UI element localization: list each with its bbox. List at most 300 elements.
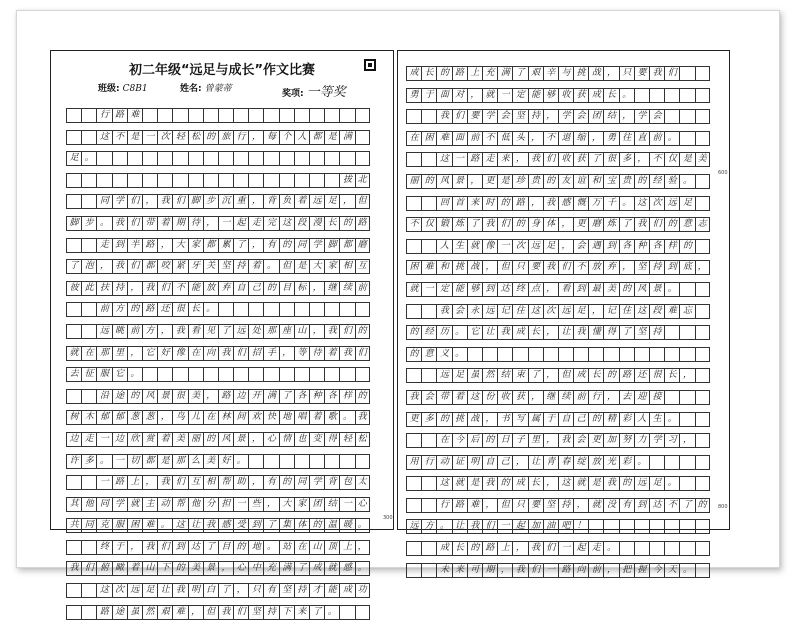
grid-cell <box>188 174 203 187</box>
grid-cell: ， <box>203 217 218 230</box>
qr-code-icon <box>364 59 376 71</box>
grid-cell: ， <box>679 434 694 447</box>
grid-cell: 体 <box>294 519 309 532</box>
grid-cell: 成 <box>573 369 588 382</box>
grid-cell <box>573 348 588 361</box>
grid-cell: 一 <box>233 498 248 511</box>
grid-cell: 。 <box>157 519 172 532</box>
grid-cell: 林 <box>218 411 233 424</box>
grid-cell: ， <box>248 131 263 144</box>
grid-cell: 路 <box>467 153 482 166</box>
grid-cell: 努 <box>619 434 634 447</box>
grid-cell: 能 <box>324 584 339 597</box>
grid-cell: 有 <box>263 584 278 597</box>
grid-cell <box>355 109 370 122</box>
grid-cell <box>406 542 421 555</box>
grid-cell <box>263 152 278 165</box>
grid-cell: 持 <box>233 260 248 273</box>
grid-cell: 生 <box>649 413 664 426</box>
grid-cell: ， <box>482 413 497 426</box>
grid-cell: 这 <box>634 305 649 318</box>
grid-cell <box>66 541 81 554</box>
grid-cell: 是 <box>127 131 142 144</box>
grid-cell <box>339 152 354 165</box>
grid-cell: ， <box>588 305 603 318</box>
grid-cell: 集 <box>279 519 294 532</box>
grid-cell: 得 <box>603 326 618 339</box>
grid-cell <box>279 152 294 165</box>
grid-cell: ， <box>558 218 573 231</box>
grid-cell: ， <box>497 564 512 577</box>
grid-cell <box>324 174 339 187</box>
grid-cell: 长 <box>528 477 543 490</box>
grid-cell: 青 <box>543 456 558 469</box>
grid-cell <box>679 110 694 123</box>
grid-cell <box>588 348 603 361</box>
grid-cell: 们 <box>157 282 172 295</box>
grid-cell <box>695 369 710 382</box>
grid-cell: 景 <box>157 390 172 403</box>
grid-cell: 我 <box>482 218 497 231</box>
grid-cell <box>96 174 111 187</box>
grid-cell <box>294 455 309 468</box>
grid-cell: 一 <box>421 283 436 296</box>
grid-cell: 一 <box>558 542 573 555</box>
grid-cell: 次 <box>112 584 127 597</box>
grid-cell <box>679 391 694 404</box>
grid-cell: 像 <box>172 347 187 360</box>
grid-cell: 到 <box>573 283 588 296</box>
grid-cell: 走 <box>248 217 263 230</box>
name-field <box>180 81 232 94</box>
grid-cell <box>421 564 436 577</box>
grid-cell: 我 <box>112 217 127 230</box>
grid-cell: ， <box>248 433 263 446</box>
grid-cell <box>664 110 679 123</box>
grid-cell: 战 <box>588 67 603 80</box>
grid-cell: 足 <box>649 477 664 490</box>
grid-cell: 各 <box>294 390 309 403</box>
grid-row <box>406 368 710 383</box>
grid-cell: 么 <box>188 455 203 468</box>
grid-cell: 等 <box>294 347 309 360</box>
grid-cell: 成 <box>406 67 421 80</box>
grid-cell: ， <box>127 282 142 295</box>
grid-cell: 远 <box>558 305 573 318</box>
grid-cell: 我 <box>603 477 618 490</box>
grid-cell: 没 <box>603 499 618 512</box>
grid-cell: 和 <box>436 261 451 274</box>
grid-cell: 。 <box>96 455 111 468</box>
grid-cell: 的 <box>436 413 451 426</box>
grid-cell: 们 <box>339 325 354 338</box>
grid-cell <box>66 390 81 403</box>
grid-cell: 丽 <box>188 433 203 446</box>
grid-cell: 难 <box>467 499 482 512</box>
grid-cell: 住 <box>619 305 634 318</box>
grid-cell <box>309 174 324 187</box>
grid-cell: 能 <box>452 283 467 296</box>
grid-cell <box>309 368 324 381</box>
grid-cell <box>421 369 436 382</box>
grid-cell: 心 <box>263 433 278 446</box>
grid-cell: 困 <box>406 261 421 274</box>
grid-cell: 就 <box>324 562 339 575</box>
grid-cell: 前 <box>573 391 588 404</box>
grid-cell: 切 <box>127 455 142 468</box>
grid-cell <box>248 303 263 316</box>
grid-cell: 轻 <box>339 433 354 446</box>
grid-cell: 彩 <box>619 413 634 426</box>
grid-cell: 天 <box>664 564 679 577</box>
grid-cell: 完 <box>263 217 278 230</box>
grid-cell <box>406 369 421 382</box>
class-value: C8B1 <box>122 84 148 94</box>
grid-cell: 与 <box>558 67 573 80</box>
grid-cell: 人 <box>436 240 451 253</box>
grid-cell: 。 <box>664 477 679 490</box>
grid-cell: 。 <box>324 606 339 619</box>
grid-cell: 光 <box>603 456 618 469</box>
grid-cell: 美 <box>188 562 203 575</box>
grid-cell: 的 <box>203 433 218 446</box>
grid-cell: 我 <box>543 197 558 210</box>
grid-cell: 些 <box>248 498 263 511</box>
grid-cell: 温 <box>324 519 339 532</box>
grid-cell: 足 <box>66 152 81 165</box>
grid-cell: 。 <box>452 326 467 339</box>
grid-cell: 服 <box>112 519 127 532</box>
grid-cell <box>649 348 664 361</box>
grid-cell <box>603 348 618 361</box>
grid-cell <box>649 456 664 469</box>
grid-cell: 只 <box>512 499 527 512</box>
grid-cell: 的 <box>512 218 527 231</box>
grid-cell <box>188 368 203 381</box>
grid-cell: ， <box>127 541 142 554</box>
grid-cell: ， <box>482 261 497 274</box>
grid-cell <box>695 520 710 533</box>
grid-cell <box>339 368 354 381</box>
grid-cell: ， <box>543 326 558 339</box>
grid-cell: ， <box>218 562 233 575</box>
grid-row <box>406 88 710 103</box>
grid-cell: 边 <box>112 433 127 446</box>
grid-cell: 足 <box>452 369 467 382</box>
grid-cell: 达 <box>497 283 512 296</box>
grid-cell: 了 <box>263 519 278 532</box>
grid-cell: 景 <box>203 562 218 575</box>
grid-cell: 上 <box>497 542 512 555</box>
grid-cell: 学 <box>558 110 573 123</box>
grid-cell: 底 <box>679 261 694 274</box>
grid-cell: 路 <box>355 217 370 230</box>
grid-cell: 标 <box>294 282 309 295</box>
grid-cell: 。 <box>263 541 278 554</box>
grid-cell: 来 <box>294 606 309 619</box>
grid-cell: 各 <box>619 240 634 253</box>
grid-cell: 头 <box>512 132 527 145</box>
grid-cell: 走 <box>96 239 111 252</box>
grid-cell: 的 <box>406 348 421 361</box>
grid-cell: 挑 <box>452 413 467 426</box>
grid-row <box>406 476 710 491</box>
grid-cell: 证 <box>452 456 467 469</box>
grid-cell: 放 <box>203 282 218 295</box>
grid-cell: 达 <box>649 499 664 512</box>
grid-cell: 后 <box>467 434 482 447</box>
grid-cell: 分 <box>203 498 218 511</box>
grid-cell <box>142 152 157 165</box>
grid-row <box>66 194 370 209</box>
grid-cell: 边 <box>233 390 248 403</box>
grid-cell: 上 <box>339 541 354 554</box>
grid-cell <box>248 109 263 122</box>
grid-cell: 但 <box>203 606 218 619</box>
grid-cell: 好 <box>157 347 172 360</box>
grid-cell: 了 <box>233 239 248 252</box>
grid-cell <box>695 283 710 296</box>
grid-cell: 里 <box>112 347 127 360</box>
grid-cell: 开 <box>248 390 263 403</box>
grid-cell: 面 <box>436 89 451 102</box>
grid-cell: 今 <box>452 434 467 447</box>
grid-cell: 旅 <box>218 131 233 144</box>
grid-cell: 木 <box>81 411 96 424</box>
grid-cell: 都 <box>203 239 218 252</box>
grid-cell: 。 <box>127 368 142 381</box>
grid-cell: 了 <box>619 218 634 231</box>
grid-cell: 我 <box>157 195 172 208</box>
grid-cell: 负 <box>279 195 294 208</box>
grid-cell <box>558 348 573 361</box>
grid-cell: ， <box>96 260 111 273</box>
grid-cell: 学 <box>649 434 664 447</box>
grid-cell: 前 <box>588 564 603 577</box>
grid-cell: 然 <box>482 369 497 382</box>
grid-cell: 收 <box>497 391 512 404</box>
grid-cell: 拔 <box>339 174 354 187</box>
grid-cell: 边 <box>66 433 81 446</box>
grid-cell <box>66 239 81 252</box>
grid-cell: 待 <box>188 217 203 230</box>
grid-cell <box>421 153 436 166</box>
grid-cell <box>233 368 248 381</box>
grid-cell: 难 <box>421 261 436 274</box>
grid-cell: 段 <box>649 305 664 318</box>
grid-cell <box>482 348 497 361</box>
grid-cell: 。 <box>355 519 370 532</box>
grid-cell: 远 <box>96 325 111 338</box>
grid-cell: 远 <box>664 197 679 210</box>
grid-cell: 还 <box>157 303 172 316</box>
grid-cell <box>81 174 96 187</box>
grid-cell: 获 <box>512 391 527 404</box>
grid-cell: 大 <box>172 239 187 252</box>
grid-cell: 白 <box>203 584 218 597</box>
grid-cell: 起 <box>512 520 527 533</box>
grid-cell: 。 <box>634 456 649 469</box>
grid-cell <box>279 368 294 381</box>
grid-cell: 获 <box>573 89 588 102</box>
grid-cell: 但 <box>497 261 512 274</box>
grid-cell <box>421 305 436 318</box>
grid-cell: 都 <box>142 260 157 273</box>
grid-cell: 们 <box>157 541 172 554</box>
grid-cell: 的 <box>263 282 278 295</box>
grid-cell <box>218 368 233 381</box>
grid-cell: 着 <box>324 347 339 360</box>
grid-cell: 往 <box>619 132 634 145</box>
grid-cell: 会 <box>452 305 467 318</box>
grid-cell <box>324 109 339 122</box>
grid-cell: 各 <box>324 390 339 403</box>
grid-cell: 战 <box>467 413 482 426</box>
grid-cell <box>203 109 218 122</box>
grid-cell: 学 <box>112 195 127 208</box>
grid-cell: 互 <box>188 476 203 489</box>
grid-cell: 风 <box>634 283 649 296</box>
grid-cell: 慨 <box>573 197 588 210</box>
grid-cell <box>421 197 436 210</box>
grid-cell: 但 <box>558 369 573 382</box>
grid-cell: ， <box>543 110 558 123</box>
grid-cell: 在 <box>436 434 451 447</box>
grid-cell: 去 <box>66 368 81 381</box>
grid-row <box>66 410 370 425</box>
grid-cell: 路 <box>218 390 233 403</box>
grid-cell: 向 <box>203 347 218 360</box>
grid-cell: 唱 <box>294 411 309 424</box>
grid-cell: 写 <box>512 413 527 426</box>
grid-cell <box>634 348 649 361</box>
grid-cell <box>695 348 710 361</box>
grid-cell: 树 <box>66 411 81 424</box>
grid-cell: 方 <box>112 303 127 316</box>
grid-cell <box>406 499 421 512</box>
grid-cell: ， <box>558 240 573 253</box>
grid-cell: 到 <box>112 239 127 252</box>
grid-cell: 意 <box>421 348 436 361</box>
grid-cell: 吧 <box>558 520 573 533</box>
grid-row <box>66 324 370 339</box>
grid-cell <box>263 109 278 122</box>
grid-cell: 到 <box>664 261 679 274</box>
grid-cell: 儿 <box>188 411 203 424</box>
grid-cell: 待 <box>309 347 324 360</box>
grid-cell: 。 <box>233 455 248 468</box>
grid-cell <box>406 153 421 166</box>
grid-cell: 足 <box>543 240 558 253</box>
grid-cell: 加 <box>603 434 618 447</box>
grid-cell <box>203 152 218 165</box>
grid-cell <box>248 174 263 187</box>
grid-cell: 会 <box>497 110 512 123</box>
grid-cell: ， <box>142 195 157 208</box>
grid-cell: 前 <box>96 303 111 316</box>
grid-cell: 足 <box>573 305 588 318</box>
grid-cell: 好 <box>218 455 233 468</box>
grid-cell: 起 <box>573 542 588 555</box>
grid-cell: 它 <box>112 368 127 381</box>
grid-cell <box>664 348 679 361</box>
grid-cell: 我 <box>558 434 573 447</box>
grid-cell: 一 <box>497 520 512 533</box>
grid-cell: 的 <box>619 477 634 490</box>
word-count-mark-600: 600 <box>718 170 728 176</box>
grid-cell: 会 <box>573 240 588 253</box>
grid-cell: 成 <box>512 326 527 339</box>
grid-cell: 退 <box>558 132 573 145</box>
grid-cell <box>634 520 649 533</box>
grid-cell: 遇 <box>588 240 603 253</box>
grid-cell: 的 <box>634 175 649 188</box>
grid-cell: 是 <box>497 175 512 188</box>
grid-row <box>406 66 710 81</box>
grid-cell <box>294 368 309 381</box>
grid-cell <box>294 303 309 316</box>
grid-cell: ， <box>588 132 603 145</box>
award-value: 一等奖 <box>306 85 346 100</box>
grid-cell: 把 <box>619 564 634 577</box>
grid-cell: 了 <box>528 369 543 382</box>
grid-cell: 像 <box>482 240 497 253</box>
grid-cell: 够 <box>467 283 482 296</box>
grid-cell: 油 <box>543 520 558 533</box>
grid-cell: 这 <box>96 584 111 597</box>
grid-cell: 重 <box>233 195 248 208</box>
grid-cell: 背 <box>324 476 339 489</box>
grid-cell: 大 <box>309 260 324 273</box>
grid-cell <box>695 110 710 123</box>
grid-cell: 前 <box>467 132 482 145</box>
grid-cell: 最 <box>588 283 603 296</box>
grid-cell: 了 <box>679 499 694 512</box>
grid-row <box>66 497 370 512</box>
grid-cell: 长 <box>664 369 679 382</box>
grid-cell <box>467 348 482 361</box>
grid-cell <box>309 455 324 468</box>
grid-cell: 验 <box>664 175 679 188</box>
grid-cell: 到 <box>172 541 187 554</box>
grid-cell: 点 <box>528 283 543 296</box>
grid-cell: 的 <box>355 390 370 403</box>
grid-cell: 难 <box>127 109 142 122</box>
grid-cell: 的 <box>467 542 482 555</box>
grid-cell <box>355 606 370 619</box>
grid-cell: 在 <box>406 132 421 145</box>
grid-cell: 续 <box>339 282 354 295</box>
grid-cell <box>66 109 81 122</box>
grid-cell: 下 <box>157 562 172 575</box>
grid-row <box>406 498 710 513</box>
grid-cell: 。 <box>619 197 634 210</box>
grid-cell: 葱 <box>142 411 157 424</box>
grid-cell: 虽 <box>467 369 482 382</box>
grid-cell: 多 <box>421 413 436 426</box>
grid-cell <box>679 348 694 361</box>
grid-cell: ， <box>543 434 558 447</box>
word-count-mark-800: 800 <box>718 504 728 510</box>
grid-cell <box>279 455 294 468</box>
grid-cell: 坚 <box>634 326 649 339</box>
grid-cell: 我 <box>142 541 157 554</box>
grid-cell: 自 <box>558 413 573 426</box>
grid-cell <box>695 326 710 339</box>
grid-cell: 弃 <box>603 261 618 274</box>
grid-cell: 足 <box>324 195 339 208</box>
grid-cell: 勇 <box>603 132 618 145</box>
